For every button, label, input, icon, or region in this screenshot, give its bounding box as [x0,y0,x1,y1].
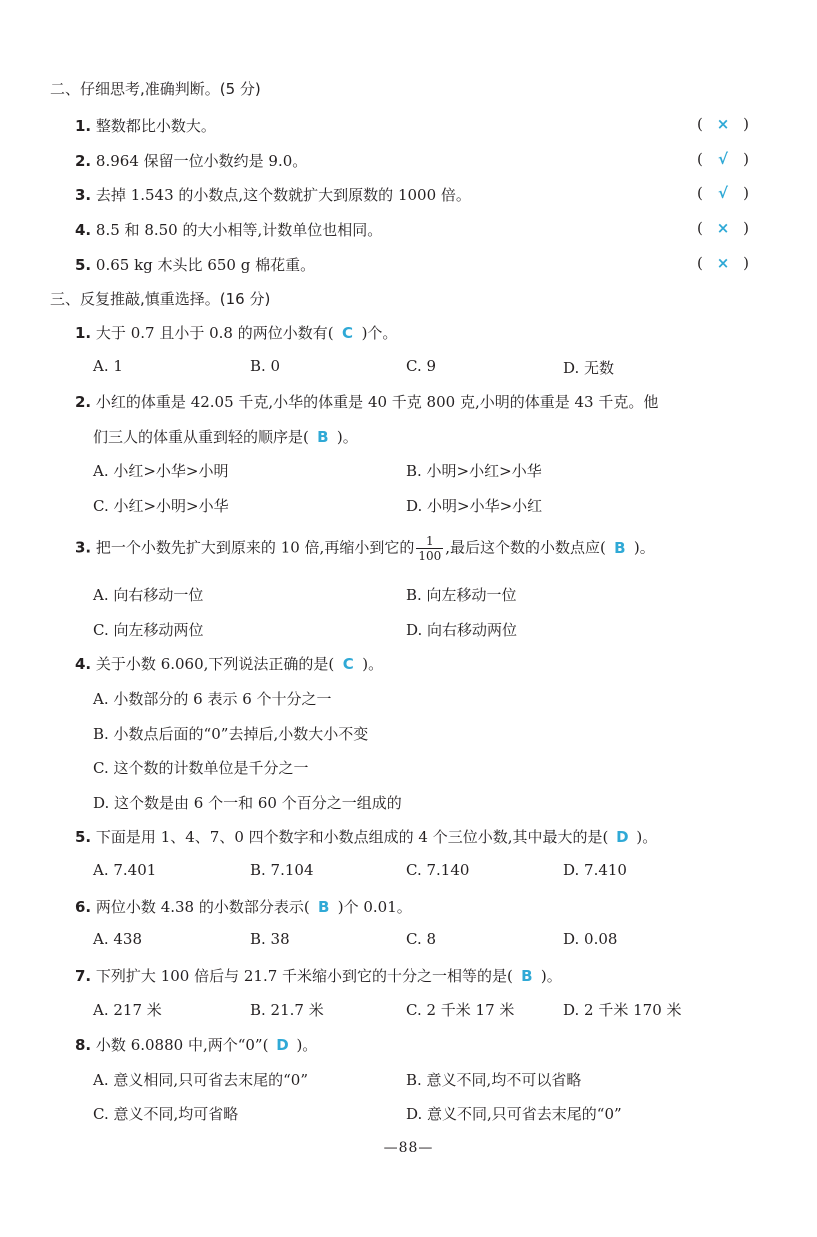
paren-open: ( [697,219,703,237]
paren-open: ( [697,115,703,133]
answer-mark: × [716,219,730,237]
paren-close: ) [743,150,749,168]
option-a: A. 1 [93,357,123,375]
option-a: A. 小红>小华>小明 [93,462,229,480]
judge-answer-3 [697,184,749,202]
question-text-end: )。 [362,655,384,673]
answer-letter: D [616,828,629,846]
question-number: 3. [75,538,92,557]
option-a: A. 438 [93,930,142,948]
answer-letter: C [342,655,354,673]
answer-letter: B [614,538,626,557]
question-number: 4. [75,655,92,673]
judge-answer-4 [697,219,749,237]
fraction-denominator: 100 [418,549,442,563]
question-2-line-2 [93,426,358,447]
option-b: B. 向左移动一位 [406,586,517,604]
question-text: 0.65 kg 木头比 650 g 棉花重。 [95,256,316,274]
option-c: C. 向左移动两位 [93,621,204,639]
question-number: 2. [75,152,92,170]
option-b: B. 7.104 [250,861,314,879]
fraction [416,534,443,563]
paren-close: ) [743,219,749,237]
option-a: A. 意义相同,只可省去末尾的“0” [93,1071,309,1089]
choice-question-1 [75,322,397,343]
option-c: C. 小红>小明>小华 [93,497,229,515]
question-number: 2. [75,393,92,411]
question-number: 1. [75,117,92,135]
option-a: A. 7.401 [93,861,157,879]
option-b: B. 小明>小红>小华 [406,462,542,480]
choice-question-5 [75,826,657,847]
question-text: 关于小数 6.060,下列说法正确的是( [95,655,335,673]
option-b: B. 意义不同,均不可以省略 [406,1071,582,1089]
choice-question-7 [75,965,562,986]
answer-mark: √ [717,150,728,168]
option-c: C. 2 千米 17 米 [406,1001,515,1019]
option-a: A. 217 米 [93,1001,162,1019]
question-number: 6. [75,898,92,916]
answer-mark: √ [717,184,728,202]
option-c: C. 7.140 [406,861,470,879]
paren-close: ) [743,115,749,133]
paren-close: ) [743,184,749,202]
fraction-numerator: 1 [416,534,443,549]
question-text-end: )。 [636,828,658,846]
question-number: 7. [75,967,92,985]
question-text: 小数 6.0880 中,两个“0”( [95,1036,269,1054]
judge-item-1 [75,115,216,136]
question-text: 8.964 保留一位小数约是 9.0。 [95,152,308,170]
option-d: D. 7.410 [563,861,627,879]
paren-close: ) [743,254,749,272]
question-text-end: )。 [540,967,562,985]
option-d: D. 0.08 [563,930,618,948]
question-number: 3. [75,186,92,204]
choice-question-4 [75,653,383,674]
question-number: 1. [75,324,92,342]
question-text-end: )。 [633,538,655,557]
answer-letter: D [276,1036,289,1054]
answer-letter: C [342,324,354,342]
option-d: D. 这个数是由 6 个一和 60 个百分之一组成的 [93,794,402,812]
paren-open: ( [697,184,703,202]
question-text: 去掉 1.543 的小数点,这个数就扩大到原数的 1000 倍。 [95,186,471,204]
choice-question-2 [75,391,658,412]
option-c: C. 8 [406,930,437,948]
choice-question-8 [75,1034,317,1055]
option-b: B. 21.7 米 [250,1001,324,1019]
answer-letter: B [318,898,330,916]
option-c: C. 这个数的计数单位是千分之一 [93,759,309,777]
option-d: D. 小明>小华>小红 [406,497,543,515]
question-number: 5. [75,256,92,274]
question-text: 们三人的体重从重到轻的顺序是( [93,428,309,446]
option-c: C. 9 [406,357,437,375]
option-d: D. 2 千米 170 米 [563,1001,682,1019]
section-2-title: 二、仔细思考,准确判断。(5 分) [50,80,261,98]
judge-item-2 [75,150,307,171]
question-text: 两位小数 4.38 的小数部分表示( [95,898,310,916]
question-number: 5. [75,828,92,846]
page-number: —88— [383,1140,434,1156]
question-text: 把一个小数先扩大到原来的 10 倍,再缩小到它的 [95,538,415,557]
option-c: C. 意义不同,均可省略 [93,1105,239,1123]
question-text: 大于 0.7 且小于 0.8 的两位小数有( [95,324,334,342]
question-text: 整数都比小数大。 [95,117,216,135]
question-text: 小红的体重是 42.05 千克,小华的体重是 40 千克 800 克,小明的体重是 43 千克。他 [95,393,659,411]
question-text-end: )个 0.01。 [337,898,412,916]
answer-mark: × [716,254,730,272]
option-a: A. 向右移动一位 [93,586,204,604]
option-b: B. 38 [250,930,290,948]
question-text-mid: ,最后这个数的小数点应( [445,538,606,557]
answer-letter: B [317,428,329,446]
option-d: D. 向右移动两位 [406,621,518,639]
option-d: D. 意义不同,只可省去末尾的“0” [406,1105,622,1123]
paren-open: ( [697,254,703,272]
judge-item-5 [75,254,315,275]
option-a: A. 小数部分的 6 表示 6 个十分之一 [93,690,332,708]
question-number: 4. [75,221,92,239]
choice-question-6 [75,896,412,917]
answer-letter: B [521,967,533,985]
judge-answer-2 [697,150,749,168]
judge-item-4 [75,219,382,240]
option-b: B. 0 [250,357,281,375]
option-b: B. 小数点后面的“0”去掉后,小数大小不变 [93,725,369,743]
question-text-end: )。 [296,1036,318,1054]
question-text: 8.5 和 8.50 的大小相等,计数单位也相同。 [95,221,383,239]
question-text-end: )。 [336,428,358,446]
judge-answer-1 [697,115,749,133]
answer-mark: × [716,115,730,133]
question-text-end: )个。 [361,324,398,342]
question-text: 下列扩大 100 倍后与 21.7 千米缩小到它的十分之一相等的是( [95,967,513,985]
question-text: 下面是用 1、4、7、0 四个数字和小数点组成的 4 个三位小数,其中最大的是( [95,828,609,846]
paren-open: ( [697,150,703,168]
choice-question-3 [75,534,655,563]
judge-answer-5 [697,254,749,272]
judge-item-3 [75,184,471,205]
section-3-title: 三、反复推敲,慎重选择。(16 分) [50,290,271,308]
option-d: D. 无数 [563,359,615,377]
question-number: 8. [75,1036,92,1054]
